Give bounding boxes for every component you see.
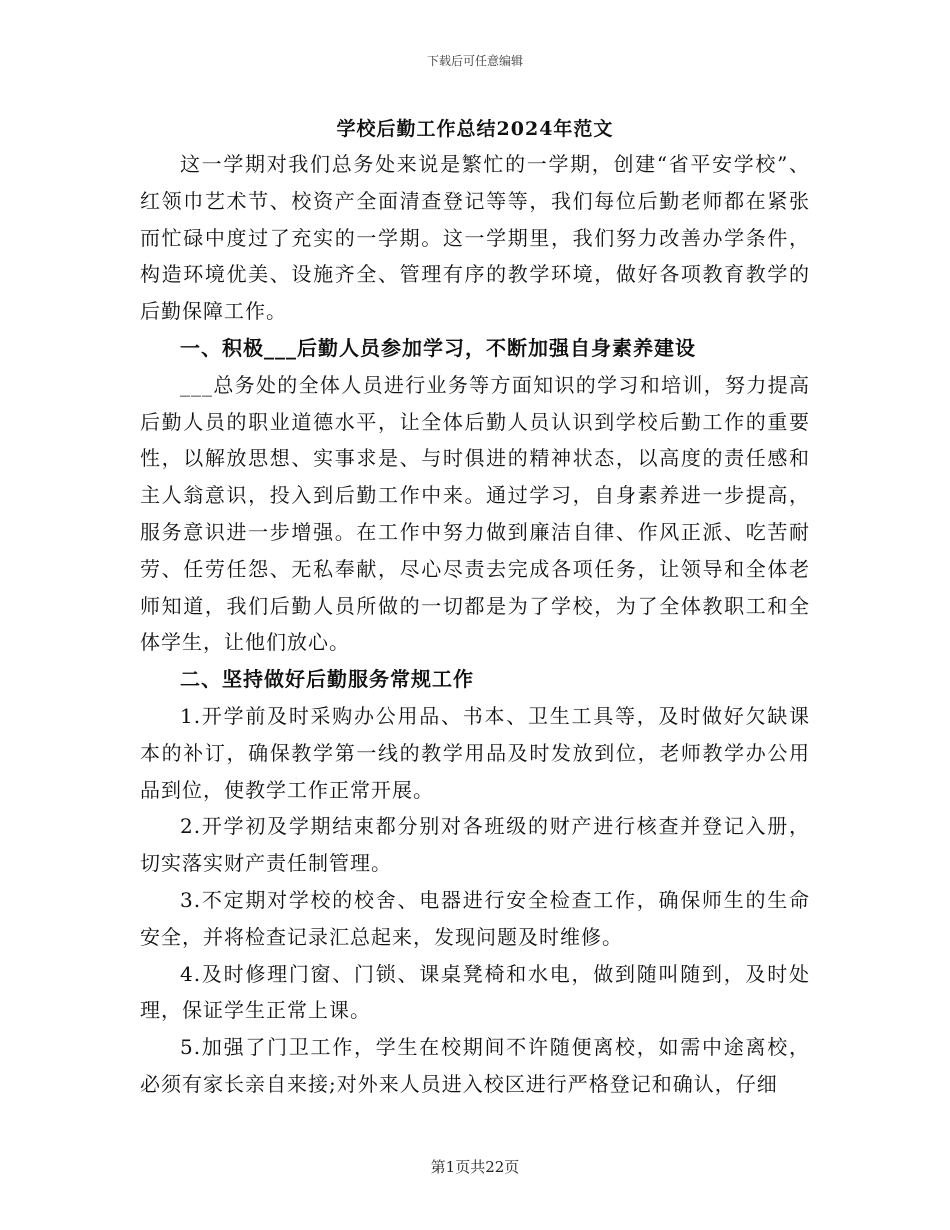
page-number-footer: 第1页共22页 [430, 1158, 520, 1176]
list-item-4: 4.及时修理门窗、门锁、课桌凳椅和水电，做到随叫随到，及时处理，保证学生正常上课。 [140, 961, 810, 1023]
section-1-paragraph: ___总务处的全体人员进行业务等方面知识的学习和培训，努力提高后勤人员的职业道德水平，让全体后勤人员认识到学校后勤工作的重要性，以解放思想、实事求是、与时俱进的精神状态，以高度的责任感和主人翁意识，投入到后勤工作中来。通过学习，自身素养进一步提高，服务意识进一步增强。在工作中努力做到廉洁自律、作风正派、吃苦耐劳、任劳任怨、无私奉献，尽心尽责去完成各项任务，让领导和全体老师知道，我们后勤人员所做的一切都是为了学校，为了全体教职工和全体学生，让他们放心。 [140, 372, 810, 655]
document-title: 学校后勤工作总结2024年范文 [336, 118, 614, 140]
list-item-5: 5.加强了门卫工作，学生在校期间不许随便离校，如需中途离校，必须有家长亲自来接;对外来人员进入校区进行严格登记和确认，仔细 [140, 1035, 810, 1096]
list-item-3: 3.不定期对学校的校舍、电器进行安全检查工作，确保师生的生命安全，并将检查记录汇总起来，发现问题及时维修。 [140, 887, 810, 949]
document-body [140, 146, 810, 1103]
page-header-note: 下载后可任意编辑 [426, 54, 523, 68]
section-heading-2: 二、坚持做好后勤服务常规工作 [180, 667, 474, 692]
list-item-1: 1.开学前及时采购办公用品、书本、卫生工具等，及时做好欠缺课本的补订，确保教学第一线的教学用品及时发放到位，老师教学办公用品到位，使教学工作正常开展。 [140, 703, 810, 802]
intro-paragraph: 这一学期对我们总务处来说是繁忙的一学期，创建“省平安学校”、红领巾艺术节、校资产全面清查登记等等，我们每位后勤老师都在紧张而忙碌中度过了充实的一学期。这一学期里，我们努力改善办学条件，构造环境优美、设施齐全、管理有序的教学环境，做好各项教育教学的后勤保障工作。 [140, 152, 810, 324]
list-item-2: 2.开学初及学期结束都分别对各班级的财产进行核查并登记入册，切实落实财产责任制管理。 [140, 814, 810, 876]
section-heading-1: 一、积极___后勤人员参加学习，不断加强自身素养建设 [180, 335, 696, 360]
